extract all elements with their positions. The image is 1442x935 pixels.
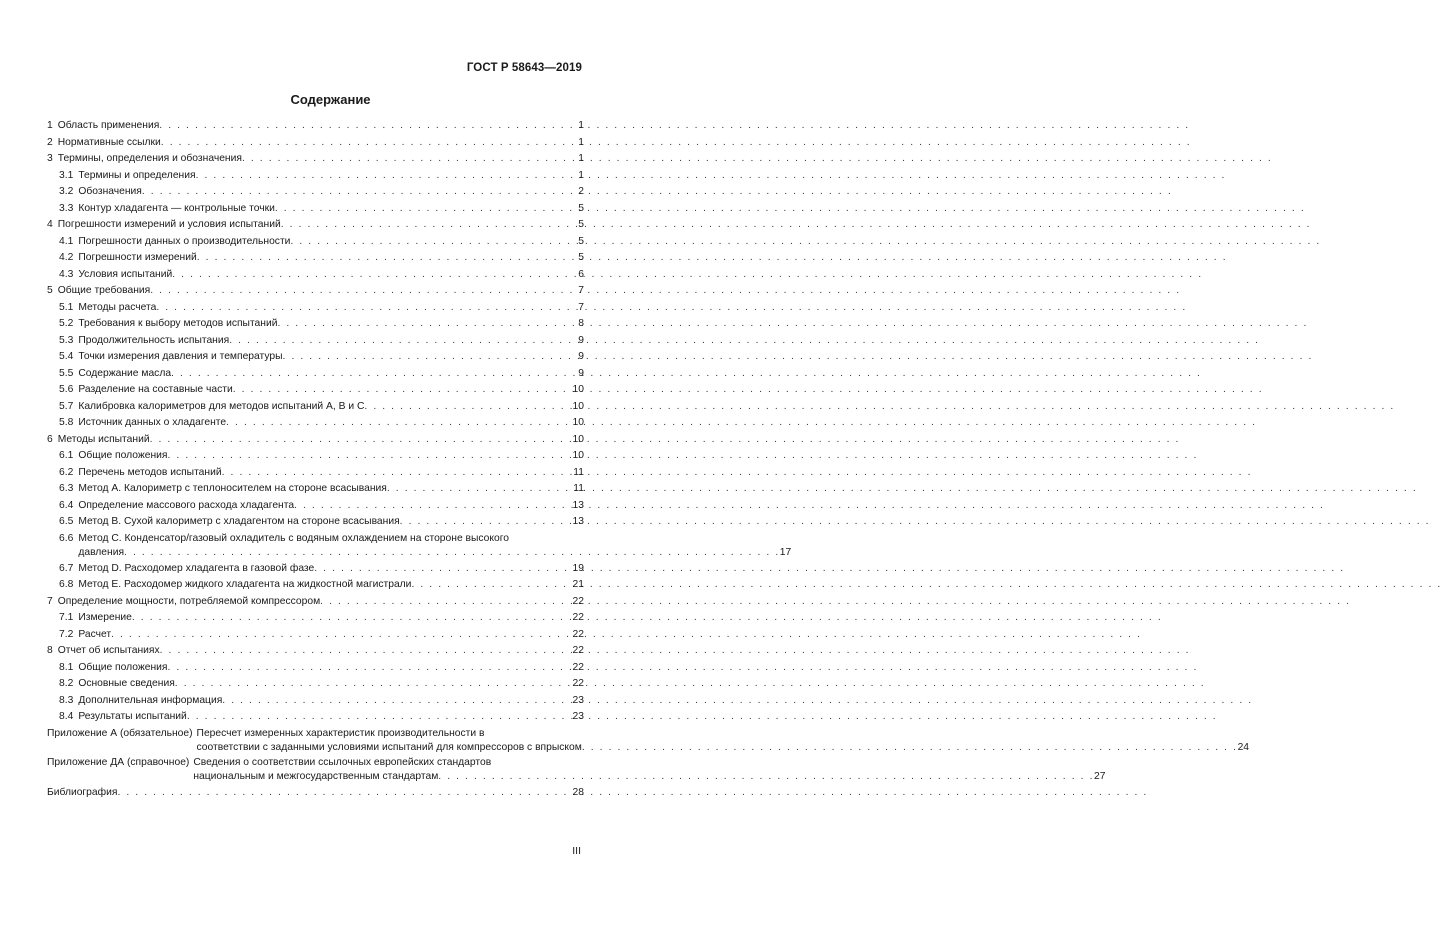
toc-entry-6-5[interactable] bbox=[47, 514, 584, 531]
leader-dots bbox=[161, 135, 578, 152]
toc-entry-number: 6 bbox=[47, 433, 53, 445]
toc-entry-title: Погрешности данных о производительности bbox=[78, 235, 291, 247]
toc-entry-3-1[interactable] bbox=[47, 168, 584, 185]
toc-entry-page: 5 bbox=[578, 202, 584, 214]
toc-entry-number: 6.3 bbox=[59, 483, 74, 494]
toc-entry-number: 5.1 bbox=[59, 301, 74, 313]
toc-entry-appendix-a[interactable] bbox=[47, 727, 1250, 755]
toc-entry-title: Результаты испытаний bbox=[78, 711, 187, 722]
toc-entry-title-line-2: давления bbox=[78, 546, 125, 558]
leader-dots bbox=[314, 561, 572, 578]
toc-entry-number: 5.3 bbox=[59, 334, 74, 346]
toc-entry-page: 9 bbox=[578, 334, 584, 346]
toc-entry-3-3[interactable] bbox=[47, 201, 584, 218]
toc-entry-number: 3.3 bbox=[59, 202, 74, 214]
toc-entry-page: 6 bbox=[578, 268, 584, 280]
toc-entry-title: Условия испытаний bbox=[78, 268, 173, 280]
toc-entry-title: Требования к выбору методов испытаний bbox=[78, 318, 278, 329]
toc-entry-title: Нормативные ссылки bbox=[57, 136, 161, 148]
leader-dots bbox=[582, 741, 1238, 755]
toc-entry-4[interactable] bbox=[47, 217, 584, 234]
toc-entry-page: 5 bbox=[578, 219, 584, 230]
toc-entry-page: 1 bbox=[578, 169, 584, 181]
toc-entry-page: 11 bbox=[573, 483, 584, 494]
leader-dots bbox=[364, 399, 572, 416]
toc-entry-5-2[interactable] bbox=[47, 316, 584, 333]
leader-dots bbox=[197, 250, 579, 267]
leader-dots bbox=[275, 201, 578, 218]
toc-entry-page: 27 bbox=[1094, 770, 1106, 782]
toc-entry-number: Приложение ДА (справочное) bbox=[47, 756, 190, 768]
toc-entry-4-1[interactable] bbox=[47, 234, 584, 251]
toc-entry-number: 6.7 bbox=[59, 562, 74, 574]
toc-entry-number: 3.2 bbox=[59, 186, 74, 197]
toc-title: Содержание bbox=[290, 92, 371, 107]
toc-entry-page: 24 bbox=[1237, 741, 1250, 753]
toc-entry-title: Метод D. Расходомер хладагента в газовой фазе bbox=[78, 562, 315, 574]
toc-entry-1[interactable] bbox=[47, 118, 584, 135]
toc-entry-title: Разделение на составные части bbox=[78, 384, 233, 395]
leader-dots bbox=[187, 709, 573, 726]
toc-entry-5-3[interactable] bbox=[47, 333, 584, 350]
toc-entry-page: 23 bbox=[572, 711, 584, 722]
leader-dots bbox=[142, 184, 578, 201]
leader-dots bbox=[290, 234, 578, 251]
toc-entry-8-2[interactable] bbox=[47, 676, 584, 693]
toc-entry-7[interactable] bbox=[47, 594, 584, 611]
toc-entry-number: 1 bbox=[47, 120, 53, 131]
leader-dots bbox=[196, 168, 579, 185]
toc-entry-page: 1 bbox=[578, 136, 584, 148]
toc-entry-number: 4.2 bbox=[59, 252, 74, 263]
toc-entry-title: Расчет bbox=[78, 628, 112, 640]
leader-dots bbox=[159, 118, 578, 135]
toc-entry-page: 28 bbox=[572, 786, 584, 798]
toc-entry-title-line-2: соответствии с заданными условиями испытаний для компрессоров с впрыском bbox=[196, 741, 582, 753]
toc-entry-title: Общие требования bbox=[57, 285, 151, 296]
toc-entry-page: 10 bbox=[572, 433, 584, 445]
toc-entry-title: Библиография bbox=[47, 786, 118, 798]
toc-entry-page: 23 bbox=[572, 694, 584, 706]
toc-entry-title-line-2: национальным и межгосударственным стандартам bbox=[193, 770, 439, 782]
leader-dots bbox=[168, 660, 573, 677]
toc-entry-number: 6.1 bbox=[59, 450, 74, 461]
toc-entry-appendix-da[interactable] bbox=[47, 756, 1106, 784]
toc-entry-page: 19 bbox=[572, 562, 584, 574]
toc-entry-number: 7.2 bbox=[59, 628, 74, 640]
leader-dots bbox=[226, 415, 572, 432]
toc-entry-title: Термины и определения bbox=[78, 169, 196, 181]
toc-entry-title: Методы расчета bbox=[78, 301, 157, 313]
toc-entry-number: 4.3 bbox=[59, 268, 74, 280]
toc-entry-6-8[interactable] bbox=[47, 577, 584, 594]
toc-entry-page: 22 bbox=[572, 678, 584, 689]
leader-dots bbox=[320, 594, 572, 611]
toc-entry-5-1[interactable] bbox=[47, 300, 584, 317]
toc-entry-page: 22 bbox=[572, 628, 584, 640]
toc-entry-page: 22 bbox=[572, 645, 584, 656]
toc-entry-number: 8.3 bbox=[59, 694, 74, 706]
toc-entry-number: 7.1 bbox=[59, 612, 74, 623]
toc-entry-title: Калибровка калориметров для методов испытаний A, B и C bbox=[78, 400, 365, 412]
page-number: III bbox=[572, 845, 581, 857]
toc-entry-page: 11 bbox=[573, 466, 584, 478]
toc-entry-page: 22 bbox=[572, 661, 584, 673]
leader-dots bbox=[400, 514, 573, 531]
toc-entry-page: 7 bbox=[578, 285, 584, 296]
leader-dots bbox=[117, 785, 572, 802]
toc-entry-title: Погрешности измерений и условия испытаний bbox=[57, 219, 281, 230]
toc-entry-number: 5.7 bbox=[59, 400, 74, 412]
toc-entry-page: 1 bbox=[578, 120, 584, 131]
toc-entry-title: Область применения bbox=[57, 120, 160, 131]
toc-entry-title: Точки измерения давления и температуры bbox=[78, 351, 283, 362]
toc-entry-page: 2 bbox=[578, 186, 584, 197]
toc-entry-number: 6.6 bbox=[59, 532, 74, 544]
toc-entry-number: 8.1 bbox=[59, 661, 74, 673]
toc-entry-6-4[interactable] bbox=[47, 498, 584, 515]
toc-entry-4-2[interactable] bbox=[47, 250, 584, 267]
leader-dots bbox=[132, 610, 573, 627]
toc-entry-number: 8.4 bbox=[59, 711, 74, 722]
document-code: ГОСТ Р 58643—2019 bbox=[466, 62, 582, 74]
toc-entry-page: 8 bbox=[578, 318, 584, 329]
toc-entry-title: Определение массового расхода хладагента bbox=[78, 499, 295, 511]
leader-dots bbox=[111, 627, 572, 644]
toc-entry-number: 5.2 bbox=[59, 318, 74, 329]
toc-entry-page: 13 bbox=[572, 499, 584, 511]
leader-dots bbox=[171, 366, 578, 383]
toc-entry-number: 8 bbox=[47, 645, 53, 656]
leader-dots bbox=[175, 676, 573, 693]
toc-entry-4-3[interactable] bbox=[47, 267, 584, 284]
toc-entry-title-line-1: Пересчет измеренных характеристик производительности в bbox=[196, 727, 485, 739]
toc-entry-number: Приложение А (обязательное) bbox=[47, 727, 193, 739]
leader-dots bbox=[277, 316, 578, 333]
toc-entry-number: 7 bbox=[47, 595, 53, 607]
toc-entry-title: Обозначения bbox=[78, 186, 142, 197]
toc-entry-number: 6.8 bbox=[59, 579, 74, 590]
toc-entry-6-6[interactable] bbox=[47, 532, 792, 560]
toc-entry-6-7[interactable] bbox=[47, 561, 584, 578]
toc-entry-title: Содержание масла bbox=[78, 367, 172, 379]
toc-entry-title: Термины, определения и обозначения bbox=[57, 153, 242, 164]
leader-dots bbox=[411, 577, 572, 594]
toc-entry-number: 5.4 bbox=[59, 351, 74, 362]
toc-entry-title: Основные сведения bbox=[78, 678, 175, 689]
leader-dots bbox=[283, 349, 579, 366]
toc-entry-title: Метод B. Сухой калориметр с хладагентом на стороне всасывания bbox=[78, 516, 400, 527]
toc-entry-5-6[interactable] bbox=[47, 382, 584, 399]
toc-entry-3[interactable] bbox=[47, 151, 584, 168]
toc-entry-page: 17 bbox=[779, 546, 792, 558]
toc-entry-7-1[interactable] bbox=[47, 610, 584, 627]
leader-dots bbox=[124, 546, 780, 560]
toc-entry-number: 6.5 bbox=[59, 516, 74, 527]
toc-entry-page: 21 bbox=[572, 579, 584, 590]
toc-entry-title: Контур хладагента — контрольные точки bbox=[78, 202, 275, 214]
leader-dots bbox=[229, 333, 578, 350]
toc-entry-8-3[interactable] bbox=[47, 693, 584, 710]
toc-entry-5-5[interactable] bbox=[47, 366, 584, 383]
toc-entry-page: 5 bbox=[578, 235, 584, 247]
toc-entry-number: 6.2 bbox=[59, 466, 74, 478]
leader-dots bbox=[150, 283, 578, 300]
toc-entry-5-7[interactable] bbox=[47, 399, 584, 416]
leader-dots bbox=[233, 382, 573, 399]
toc-entry-number: 8.2 bbox=[59, 678, 74, 689]
toc-entry-title: Метод E. Расходомер жидкого хладагента на жидкостной магистрали bbox=[78, 579, 412, 590]
toc-entry-title: Источник данных о хладагенте bbox=[78, 417, 227, 428]
toc-entry-number: 6.4 bbox=[59, 499, 74, 511]
table-of-contents bbox=[47, 118, 1250, 801]
toc-entry-title: Метод A. Калориметр с теплоносителем на стороне всасывания bbox=[78, 483, 387, 494]
toc-entry-title: Определение мощности, потребляемой компрессором bbox=[57, 595, 321, 607]
toc-entry-title: Дополнительная информация bbox=[78, 694, 223, 706]
leader-dots bbox=[281, 217, 579, 234]
toc-entry-page: 10 bbox=[572, 450, 584, 461]
toc-entry-number: 5.6 bbox=[59, 384, 74, 395]
leader-dots bbox=[160, 643, 573, 660]
toc-entry-7-2[interactable] bbox=[47, 627, 584, 644]
toc-entry-title: Общие положения bbox=[78, 450, 168, 461]
toc-entry-title: Погрешности измерений bbox=[78, 252, 197, 263]
toc-entry-5-8[interactable] bbox=[47, 415, 584, 432]
toc-entry-6-3[interactable] bbox=[47, 481, 584, 498]
toc-entry-title: Продолжительность испытания bbox=[78, 334, 230, 346]
toc-entry-page: 13 bbox=[572, 516, 584, 527]
toc-entry-5[interactable] bbox=[47, 283, 584, 300]
toc-entry-number: 5 bbox=[47, 285, 53, 296]
leader-dots bbox=[168, 448, 573, 465]
toc-entry-title: Перечень методов испытаний bbox=[78, 466, 222, 478]
leader-dots bbox=[222, 693, 572, 710]
toc-entry-title-line-1: Метод C. Конденсатор/газовый охладитель с водяным охлаждением на стороне высокого bbox=[78, 532, 509, 544]
toc-entry-page: 10 bbox=[572, 400, 584, 412]
toc-entry-8-1[interactable] bbox=[47, 660, 584, 677]
toc-entry-title: Методы испытаний bbox=[57, 433, 150, 445]
toc-entry-number: 3.1 bbox=[59, 169, 74, 181]
toc-entry-title: Измерение bbox=[78, 612, 132, 623]
toc-entry-number: 3 bbox=[47, 153, 53, 164]
toc-entry-page: 10 bbox=[572, 417, 584, 428]
leader-dots bbox=[438, 770, 1094, 784]
toc-entry-8-4[interactable] bbox=[47, 709, 584, 726]
leader-dots bbox=[242, 151, 578, 168]
toc-entry-number: 4 bbox=[47, 219, 53, 230]
toc-entry-5-4[interactable] bbox=[47, 349, 584, 366]
toc-entry-6[interactable] bbox=[47, 432, 584, 449]
leader-dots bbox=[150, 432, 573, 449]
toc-entry-page: 7 bbox=[578, 301, 584, 313]
leader-dots bbox=[387, 481, 573, 498]
toc-entry-page: 9 bbox=[578, 351, 584, 362]
toc-entry-2[interactable] bbox=[47, 135, 584, 152]
toc-entry-page: 5 bbox=[578, 252, 584, 263]
toc-entry-page: 22 bbox=[572, 612, 584, 623]
toc-entry-number: 2 bbox=[47, 136, 53, 148]
toc-entry-6-2[interactable] bbox=[47, 465, 584, 482]
toc-entry-page: 9 bbox=[578, 367, 584, 379]
toc-entry-page: 10 bbox=[572, 384, 584, 395]
toc-entry-page: 22 bbox=[572, 595, 584, 607]
toc-entry-page: 1 bbox=[578, 153, 584, 164]
toc-entry-number: 5.8 bbox=[59, 417, 74, 428]
toc-entry-6-1[interactable] bbox=[47, 448, 584, 465]
toc-entry-title-line-1: Сведения о соответствии ссылочных европейских стандартов bbox=[193, 756, 492, 768]
toc-entry-number: 5.5 bbox=[59, 367, 74, 379]
toc-entry-title: Отчет об испытаниях bbox=[57, 645, 160, 656]
toc-entry-3-2[interactable] bbox=[47, 184, 584, 201]
leader-dots bbox=[172, 267, 578, 284]
leader-dots bbox=[294, 498, 572, 515]
leader-dots bbox=[156, 300, 578, 317]
toc-entry-bibliography[interactable] bbox=[47, 785, 584, 802]
toc-entry-8[interactable] bbox=[47, 643, 584, 660]
leader-dots bbox=[222, 465, 574, 482]
toc-entry-title: Общие положения bbox=[78, 661, 168, 673]
toc-entry-number: 4.1 bbox=[59, 235, 74, 247]
